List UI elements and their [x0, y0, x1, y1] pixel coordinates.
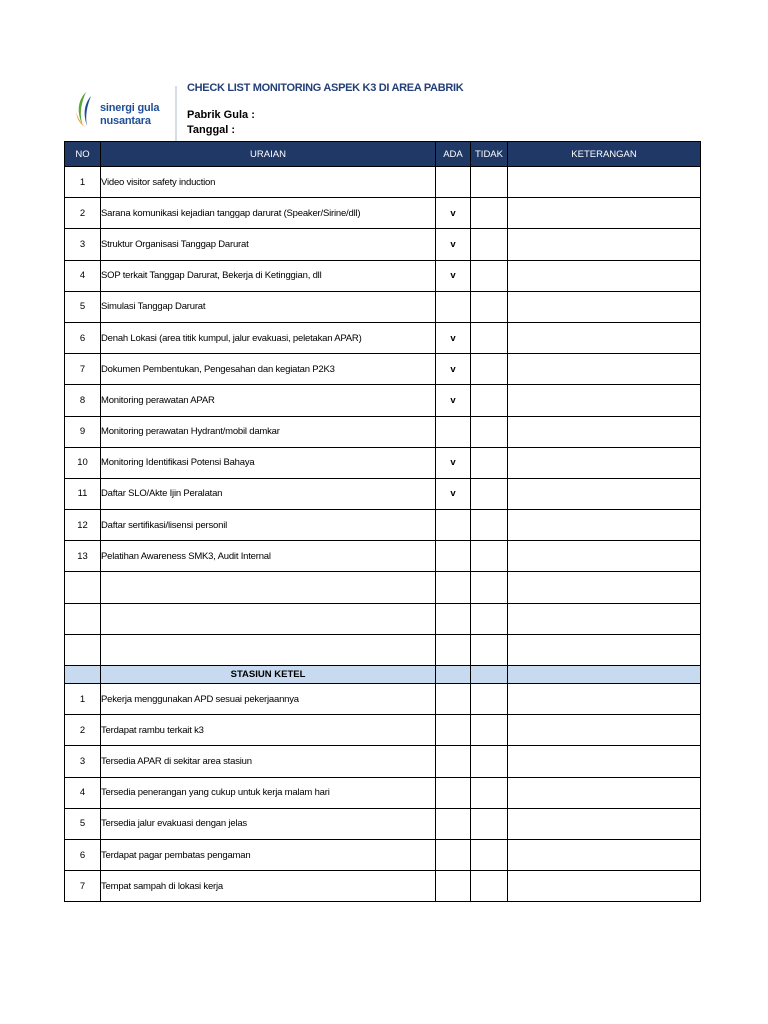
logo-text-line1: sinergi gula: [100, 102, 160, 114]
row-number: 8: [65, 385, 101, 416]
row-tidak-mark: [471, 839, 508, 870]
column-header-tidak: TIDAK: [471, 142, 508, 167]
row-ada-mark: v: [436, 447, 471, 478]
table-row: [65, 715, 701, 746]
row-ada-mark: v: [436, 354, 471, 385]
row-tidak-mark: [471, 634, 508, 665]
row-number: 1: [65, 684, 101, 715]
row-ada-mark: [436, 746, 471, 777]
logo-text-line2: nusantara: [100, 115, 151, 127]
table-row: [65, 572, 701, 603]
row-ada-mark: v: [436, 478, 471, 509]
row-number: [65, 634, 101, 665]
table-body: [65, 167, 701, 902]
row-uraian: Video visitor safety induction: [101, 167, 436, 198]
row-uraian: [101, 572, 436, 603]
row-uraian: Tempat sampah di lokasi kerja: [101, 871, 436, 902]
row-ada-mark: [436, 871, 471, 902]
row-keterangan: [508, 746, 701, 777]
row-keterangan: [508, 354, 701, 385]
table-row: [65, 839, 701, 870]
section-blank-cell: [471, 666, 508, 684]
section-blank-cell: [508, 666, 701, 684]
section-blank-cell: [65, 666, 101, 684]
row-number: 6: [65, 322, 101, 353]
row-number: 4: [65, 777, 101, 808]
header-divider: [175, 86, 177, 142]
row-ada-mark: [436, 167, 471, 198]
row-tidak-mark: [471, 746, 508, 777]
row-number: 1: [65, 167, 101, 198]
row-uraian: Monitoring perawatan APAR: [101, 385, 436, 416]
row-uraian: Tersedia APAR di sekitar area stasiun: [101, 746, 436, 777]
row-number: 11: [65, 478, 101, 509]
row-keterangan: [508, 322, 701, 353]
row-keterangan: [508, 447, 701, 478]
row-tidak-mark: [471, 167, 508, 198]
row-number: 2: [65, 198, 101, 229]
row-ada-mark: [436, 416, 471, 447]
table-row: [65, 634, 701, 665]
table-row: [65, 260, 701, 291]
pabrik-gula-label: Pabrik Gula :: [187, 109, 255, 121]
table-row: [65, 684, 701, 715]
table-row: [65, 291, 701, 322]
row-keterangan: [508, 167, 701, 198]
row-ada-mark: [436, 510, 471, 541]
row-tidak-mark: [471, 684, 508, 715]
row-uraian: Pekerja menggunakan APD sesuai pekerjaannya: [101, 684, 436, 715]
row-tidak-mark: [471, 416, 508, 447]
row-tidak-mark: [471, 354, 508, 385]
row-ada-mark: [436, 291, 471, 322]
row-tidak-mark: [471, 229, 508, 260]
row-tidak-mark: [471, 447, 508, 478]
row-number: 5: [65, 808, 101, 839]
row-uraian: [101, 634, 436, 665]
row-keterangan: [508, 684, 701, 715]
row-keterangan: [508, 385, 701, 416]
column-header-ada: ADA: [436, 142, 471, 167]
row-keterangan: [508, 510, 701, 541]
table-row: [65, 777, 701, 808]
row-number: [65, 603, 101, 634]
row-tidak-mark: [471, 198, 508, 229]
column-header-no: NO: [65, 142, 101, 167]
row-number: 2: [65, 715, 101, 746]
table-row: [65, 198, 701, 229]
tanggal-label: Tanggal :: [187, 124, 236, 136]
row-tidak-mark: [471, 572, 508, 603]
row-keterangan: [508, 808, 701, 839]
row-keterangan: [508, 291, 701, 322]
row-ada-mark: [436, 715, 471, 746]
row-tidak-mark: [471, 603, 508, 634]
row-uraian: Terdapat pagar pembatas pengaman: [101, 839, 436, 870]
row-ada-mark: [436, 634, 471, 665]
row-number: 7: [65, 354, 101, 385]
row-number: 7: [65, 871, 101, 902]
row-keterangan: [508, 260, 701, 291]
column-header-uraian: URAIAN: [101, 142, 436, 167]
row-uraian: Struktur Organisasi Tanggap Darurat: [101, 229, 436, 260]
row-ada-mark: [436, 541, 471, 572]
row-number: 13: [65, 541, 101, 572]
row-keterangan: [508, 229, 701, 260]
row-ada-mark: v: [436, 229, 471, 260]
table-header-row: [65, 142, 701, 167]
row-uraian: Sarana komunikasi kejadian tanggap darurat (Speaker/Sirine/dll): [101, 198, 436, 229]
row-ada-mark: [436, 603, 471, 634]
row-number: 3: [65, 229, 101, 260]
column-header-keterangan: KETERANGAN: [508, 142, 701, 167]
table-row: [65, 385, 701, 416]
row-keterangan: [508, 416, 701, 447]
row-ada-mark: [436, 777, 471, 808]
table-row: [65, 603, 701, 634]
table-row: [65, 354, 701, 385]
section-blank-cell: [436, 666, 471, 684]
row-keterangan: [508, 839, 701, 870]
row-number: 5: [65, 291, 101, 322]
row-uraian: Denah Lokasi (area titik kumpul, jalur evakuasi, peletakan APAR): [101, 322, 436, 353]
table-row: [65, 229, 701, 260]
row-uraian: Monitoring Identifikasi Potensi Bahaya: [101, 447, 436, 478]
row-ada-mark: v: [436, 322, 471, 353]
document-header: [64, 80, 700, 140]
row-keterangan: [508, 572, 701, 603]
row-tidak-mark: [471, 322, 508, 353]
row-uraian: Pelatihan Awareness SMK3, Audit Internal: [101, 541, 436, 572]
row-tidak-mark: [471, 385, 508, 416]
row-tidak-mark: [471, 715, 508, 746]
table-row: [65, 808, 701, 839]
table-row: [65, 541, 701, 572]
row-keterangan: [508, 478, 701, 509]
row-tidak-mark: [471, 808, 508, 839]
row-number: 3: [65, 746, 101, 777]
row-tidak-mark: [471, 260, 508, 291]
row-tidak-mark: [471, 541, 508, 572]
row-tidak-mark: [471, 510, 508, 541]
row-uraian: Daftar SLO/Akte Ijin Peralatan: [101, 478, 436, 509]
row-number: 10: [65, 447, 101, 478]
row-number: 6: [65, 839, 101, 870]
row-tidak-mark: [471, 478, 508, 509]
row-number: [65, 572, 101, 603]
row-tidak-mark: [471, 777, 508, 808]
row-number: 4: [65, 260, 101, 291]
row-uraian: Dokumen Pembentukan, Pengesahan dan kegiatan P2K3: [101, 354, 436, 385]
row-keterangan: [508, 603, 701, 634]
row-keterangan: [508, 541, 701, 572]
row-uraian: Tersedia jalur evakuasi dengan jelas: [101, 808, 436, 839]
row-keterangan: [508, 777, 701, 808]
row-tidak-mark: [471, 871, 508, 902]
document-title: CHECK LIST MONITORING ASPEK K3 DI AREA PABRIK: [187, 82, 464, 94]
table-row: [65, 746, 701, 777]
row-ada-mark: [436, 839, 471, 870]
row-uraian: Monitoring perawatan Hydrant/mobil damkar: [101, 416, 436, 447]
row-uraian: Daftar sertifikasi/lisensi personil: [101, 510, 436, 541]
row-uraian: Terdapat rambu terkait k3: [101, 715, 436, 746]
table-row: [65, 510, 701, 541]
section-header-row: [65, 666, 701, 684]
table-row: [65, 167, 701, 198]
row-keterangan: [508, 715, 701, 746]
row-keterangan: [508, 871, 701, 902]
row-uraian: Tersedia penerangan yang cukup untuk kerja malam hari: [101, 777, 436, 808]
row-keterangan: [508, 198, 701, 229]
row-ada-mark: [436, 808, 471, 839]
row-ada-mark: v: [436, 385, 471, 416]
row-uraian: Simulasi Tanggap Darurat: [101, 291, 436, 322]
row-number: 9: [65, 416, 101, 447]
table-row: [65, 322, 701, 353]
table-row: [65, 478, 701, 509]
leaf-logo-icon: [72, 90, 98, 130]
checklist-table: [64, 141, 701, 902]
row-number: 12: [65, 510, 101, 541]
row-ada-mark: [436, 684, 471, 715]
row-uraian: [101, 603, 436, 634]
row-keterangan: [508, 634, 701, 665]
table-row: [65, 416, 701, 447]
row-ada-mark: [436, 572, 471, 603]
row-tidak-mark: [471, 291, 508, 322]
row-uraian: SOP terkait Tanggap Darurat, Bekerja di Ketinggian, dll: [101, 260, 436, 291]
section-title: STASIUN KETEL: [101, 666, 436, 684]
table-row: [65, 871, 701, 902]
row-ada-mark: v: [436, 260, 471, 291]
table-row: [65, 447, 701, 478]
company-logo: [72, 90, 172, 134]
row-ada-mark: v: [436, 198, 471, 229]
